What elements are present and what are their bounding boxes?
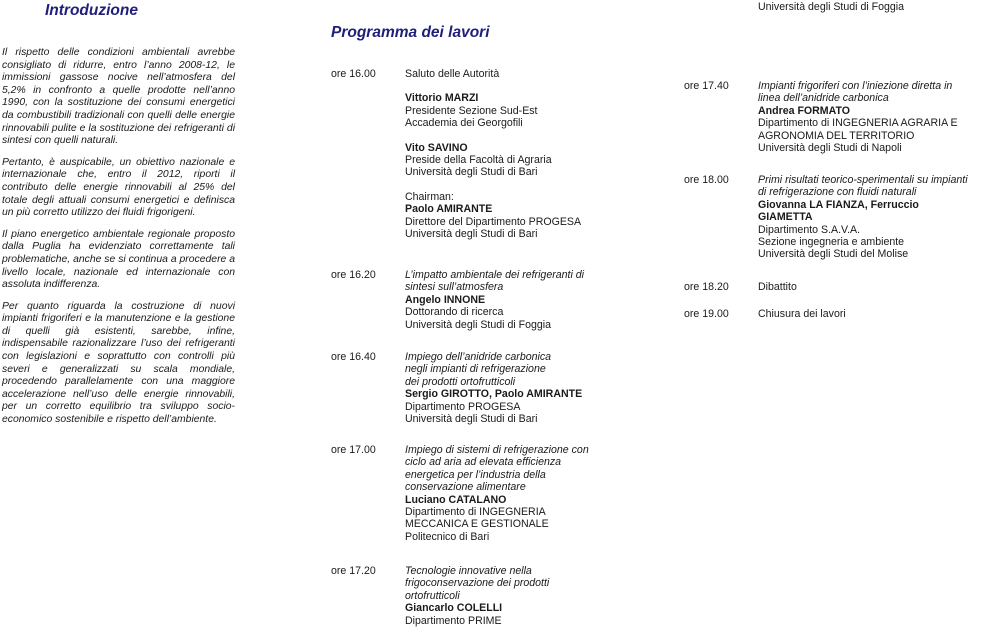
intro-paragraph-3: Il piano energetico ambientale regionale proposto dalla Puglia ha evidenziato correttamente tali problematiche, anche se si continua a procedere a livello locale, nazionale ed internazionale con assoluta indifferenza. <box>2 228 235 291</box>
speaker-affiliation: Università degli Studi di Foggia <box>405 318 552 331</box>
speaker-affiliation: Dipartimento di INGEGNERIA AGRARIA E <box>758 117 958 130</box>
talk-title: ortofrutticoli <box>405 589 460 602</box>
speaker-name: Vittorio MARZI <box>405 92 479 105</box>
talk-title: sintesi sull’atmosfera <box>405 281 504 294</box>
speaker-name: Giancarlo COLELLI <box>405 602 503 615</box>
speaker-name: GIAMETTA <box>758 211 813 224</box>
speaker-affiliation: Dipartimento S.A.V.A. <box>758 223 861 236</box>
talk-title: frigoconservazione dei prodotti <box>405 577 550 590</box>
speaker-name: Vito SAVINO <box>405 141 468 154</box>
talk-title: L’impatto ambientale dei refrigeranti di <box>405 269 585 281</box>
talk-title: conservazione alimentare <box>405 481 526 494</box>
entry-time: ore 17.20 <box>331 565 376 577</box>
chairman-affiliation: Direttore del Dipartimento PROGESA <box>405 215 582 228</box>
entry-title: Saluto delle Autorità <box>405 68 500 80</box>
speaker-affiliation: MECCANICA E GESTIONALE <box>405 518 549 531</box>
talk-title: Primi risultati teorico-sperimentali su impianti <box>758 174 968 186</box>
speaker-affiliation: Accademia dei Georgofili <box>405 117 523 130</box>
speaker-affiliation: Università degli Studi del Molise <box>758 248 909 261</box>
speaker-affiliation: Università degli Studi di Bari <box>405 413 538 426</box>
entry-time: ore 16.40 <box>331 351 376 363</box>
speaker-affiliation: Presidente Sezione Sud-Est <box>405 104 538 117</box>
speaker-affiliation: Preside della Facoltà di Agraria <box>405 154 552 167</box>
talk-title: energetica per l’industria della <box>405 468 546 481</box>
talk-title: dei prodotti ortofrutticoli <box>405 375 516 388</box>
entry-time: ore 16.20 <box>331 269 376 281</box>
speaker-affiliation: Dottorando di ricerca <box>405 306 504 319</box>
entry-time: ore 18.00 <box>684 174 729 186</box>
speaker-affiliation: AGRONOMIA DEL TERRITORIO <box>758 129 915 142</box>
talk-title: negli impianti di refrigerazione <box>405 363 546 376</box>
entry-time: ore 17.00 <box>331 444 376 456</box>
speaker-name: Sergio GIROTTO, Paolo AMIRANTE <box>405 388 583 401</box>
entry-time: ore 17.40 <box>684 80 729 92</box>
intro-paragraph-1: Il rispetto delle condizioni ambientali avrebbe consigliato di ridurre, entro l’anno 2008-12, le immissioni gassose nocive nell’atmosfera del 5,2% in confronto a quelle prodotte nell’anno 1990, con la sostituzione dei consumi energetici da combustibili tradizionali con quelli delle energie rinnovabili pulite e la sostituzione dei refrigeranti di sintesi con quelli naturali. <box>2 47 235 147</box>
talk-title: linea dell’anidride carbonica <box>758 92 889 105</box>
talk-title: ciclo ad aria ad elevata efficienza <box>405 456 562 469</box>
entry-time: ore 16.00 <box>331 68 376 80</box>
speaker-name: Angelo INNONE <box>405 293 486 306</box>
intro-paragraph-4: Per quanto riguarda la costruzione di nuovi impianti frigoriferi e la manutenzione e la gestione di quelli già esistenti, sarebbe, infine, indispensabile razionalizzare l’uso dei refrigeranti con legislazioni e soprattutto con controlli più severi e generalizzati su scala mondiale, procedendo parallelamente con una maggiore accelerazione nell’uso delle energie rinnovabili, per un corretto equilibrio tra sviluppo socio-economico sostenibile e rispetto dell’ambiente. <box>2 300 235 426</box>
speaker-affiliation: Sezione ingegneria e ambiente <box>758 236 905 249</box>
talk-title: di refrigerazione con fluidi naturali <box>758 186 917 199</box>
entry-time: ore 19.00 <box>684 308 729 320</box>
talk-title: Impiego di sistemi di refrigerazione con <box>405 444 589 456</box>
speaker-affiliation: Politecnico di Bari <box>405 530 490 543</box>
speaker-affiliation: Dipartimento PROGESA <box>405 400 521 413</box>
speaker-affiliation: Università degli Studi di Bari <box>405 166 538 179</box>
chairman-label: Chairman: <box>405 190 454 203</box>
intro-text <box>2 47 235 436</box>
entry-time: ore 18.20 <box>684 281 729 293</box>
speaker-name: Andrea FORMATO <box>758 104 851 117</box>
talk-title: Impiego dell’anidride carbonica <box>405 351 552 363</box>
speaker-affiliation: Dipartimento di INGEGNERIA <box>405 506 546 519</box>
speaker-affiliation: Università degli Studi di Napoli <box>758 142 902 155</box>
programma-title: Programma dei lavori <box>331 24 490 41</box>
entry-title: Dibattito <box>758 281 797 293</box>
entry-title: Chiusura dei lavori <box>758 308 846 320</box>
talk-title: Impianti frigoriferi con l’iniezione diretta in <box>758 80 953 92</box>
speaker-name: Giovanna LA FIANZA, Ferruccio <box>758 198 919 211</box>
chairman-affiliation: Università degli Studi di Bari <box>405 228 538 241</box>
chairman-name: Paolo AMIRANTE <box>405 203 493 216</box>
continued-affiliation: Università degli Studi di Foggia <box>758 1 905 13</box>
intro-paragraph-2: Pertanto, è auspicabile, un obiettivo nazionale e internazionale che, entro il 2012, riporti il contributo delle energie rinnovabili al 25% del totale degli attuali consumi energetici e definisca un più corretto utilizzo dei fluidi frigorigeni. <box>2 156 235 219</box>
speaker-affiliation: Dipartimento PRIME <box>405 614 502 627</box>
intro-title: Introduzione <box>45 2 138 19</box>
talk-title: Tecnologie innovative nella <box>405 565 532 577</box>
speaker-name: Luciano CATALANO <box>405 493 507 506</box>
